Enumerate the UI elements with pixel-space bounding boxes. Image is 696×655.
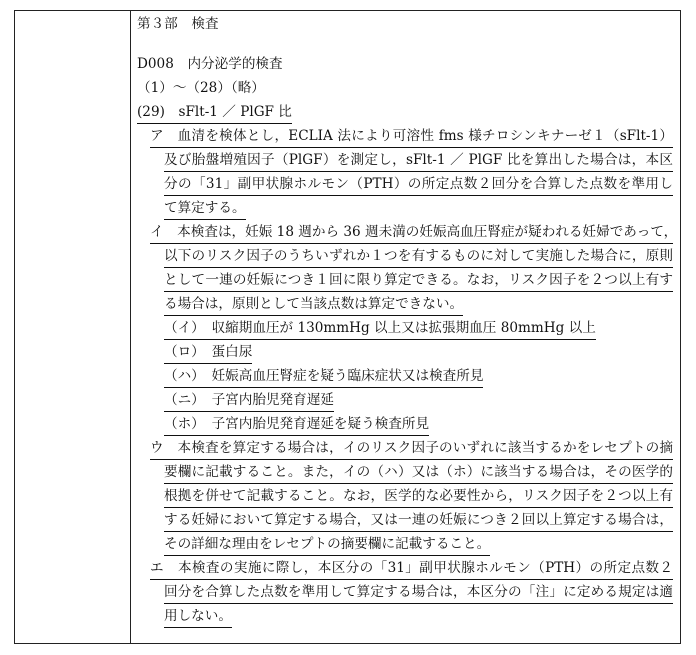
para-u-line-5: その詳細な理由をレセプトの摘要欄に記載すること。: [164, 534, 490, 556]
para-a-line-2: 及び胎盤増殖因子（PlGF）を測定し，sFlt-1 ／ PlGF 比を算出した場合は，本区: [164, 150, 673, 172]
para-i-line-3: として一連の妊娠につき１回に限り算定できる。なお，リスク因子を２つ以上有す: [164, 270, 673, 292]
column-divider: [130, 11, 131, 643]
risk-item: （ニ） 子宮内胎児発育遅延: [164, 390, 334, 412]
para-e-line-1: エ 本検査の実施に際し，本区分の「31」副甲状腺ホルモン（PTH）の所定点数２: [150, 558, 673, 580]
para-u-line-2: 要欄に記載すること。また，イの（ハ）又は（ホ）に該当する場合は，その医学的: [164, 462, 673, 484]
risk-item: （ホ） 子宮内胎児発育遅延を疑う検査所見: [164, 414, 429, 436]
para-e-line-3: 用しない。: [164, 606, 232, 628]
para-e-line-2: 回分を合算した点数を準用して算定する場合は，本区分の「注」に定める規定は適: [164, 582, 673, 604]
risk-item: （ハ） 妊娠高血圧腎症を疑う臨床症状又は検査所見: [164, 366, 483, 388]
risk-item: （イ） 収縮期血圧が 130mmHg 以上又は拡張期血圧 80mmHg 以上: [164, 318, 596, 340]
section-heading: 第３部 検査: [137, 16, 219, 32]
para-u-line-1: ウ 本検査を算定する場合は，イのリスク因子のいずれに該当するかをレセプトの摘: [150, 438, 673, 460]
risk-item: （ロ） 蛋白尿: [164, 342, 252, 364]
para-u-line-4: する妊婦において算定する場合，又は一連の妊娠につき２回以上算定する場合は，: [164, 510, 673, 532]
para-a-line-4: て算定する。: [164, 198, 246, 220]
code-line: D008 内分泌学的検査: [137, 56, 283, 72]
para-i-line-1: イ 本検査は，妊娠 18 週から 36 週未満の妊娠高血圧腎症が疑われる妊婦であって，: [150, 222, 673, 244]
para-u-line-3: 根拠を併せて記載すること。なお，医学的な必要性から，リスク因子を２つ以上有: [164, 486, 673, 508]
para-a-line-1: ア 血清を検体とし，ECLIA 法により可溶性 fms 様チロシンキナーゼ１（sFlt-1）: [150, 126, 673, 148]
para-a-line-3: 分の「31」副甲状腺ホルモン（PTH）の所定点数２回分を合算した点数を準用し: [164, 174, 673, 196]
item-title-text: (29) sFlt-1 ／ PlGF 比: [137, 102, 292, 124]
para-i-line-4: る場合は，原則として当該点数は算定できない。: [164, 294, 463, 316]
para-i-line-2: 以下のリスク因子のうちいずれか１つを有するものに対して実施した場合に，原則: [164, 246, 673, 268]
item-title: [137, 102, 292, 124]
omitted-items: （1）～（28）（略）: [137, 80, 265, 96]
